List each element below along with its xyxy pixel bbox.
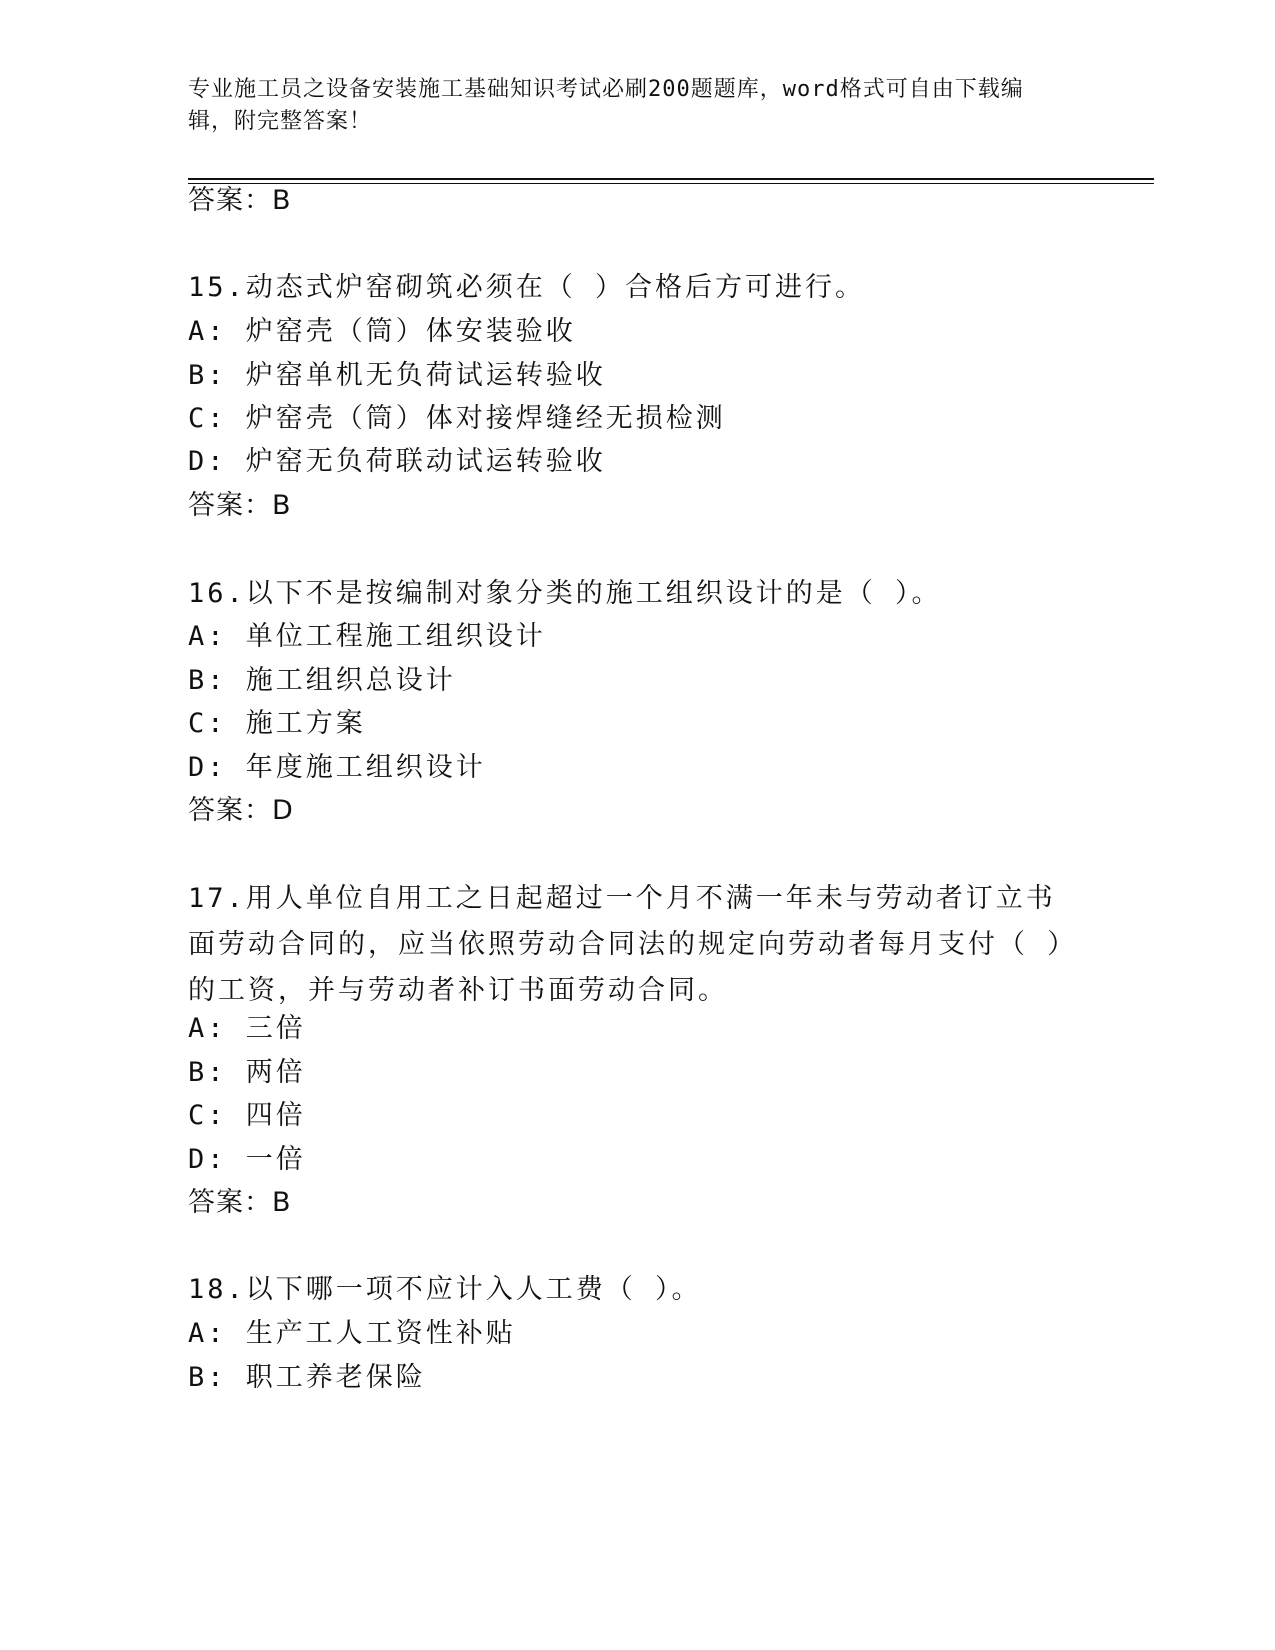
question-16-stem: 16.以下不是按编制对象分类的施工组织设计的是（ ）。 bbox=[188, 578, 942, 609]
answer-label: 答案： bbox=[188, 490, 272, 521]
document-header: 专业施工员之设备安装施工基础知识考试必刷200题题库，word格式可自由下载编辑，附完整答案！ bbox=[188, 77, 1024, 134]
question-15-stem: 15.动态式炉窑砌筑必须在（ ）合格后方可进行。 bbox=[188, 272, 866, 303]
question-17-option-a: A: 三倍 bbox=[188, 1013, 306, 1044]
header-divider-thick bbox=[188, 178, 1154, 180]
answer-label: 答案： bbox=[188, 185, 272, 216]
answer-label: 答案： bbox=[188, 795, 272, 826]
answer-value: B bbox=[272, 185, 292, 216]
question-17-option-b: B: 两倍 bbox=[188, 1057, 306, 1088]
question-16-option-d: D: 年度施工组织设计 bbox=[188, 752, 486, 783]
answer-label: 答案： bbox=[188, 1187, 272, 1218]
question-16-option-b: B: 施工组织总设计 bbox=[188, 665, 456, 696]
question-16-answer bbox=[188, 791, 294, 831]
question-16-option-a: A: 单位工程施工组织设计 bbox=[188, 621, 546, 652]
question-17-answer bbox=[188, 1183, 292, 1223]
question-15-option-a: A: 炉窑壳（筒）体安装验收 bbox=[188, 316, 576, 347]
question-18-option-b: B: 职工养老保险 bbox=[188, 1362, 426, 1393]
prev-answer bbox=[188, 181, 292, 221]
question-17-option-d: D: 一倍 bbox=[188, 1144, 306, 1175]
question-18-option-a: A: 生产工人工资性补贴 bbox=[188, 1318, 516, 1349]
question-17-stem: 17.用人单位自用工之日起超过一个月不满一年未与劳动者订立书面劳动合同的，应当依照劳动合同法的规定向劳动者每月支付（ ）的工资，并与劳动者补订书面劳动合同。 bbox=[188, 883, 1064, 1006]
answer-value: B bbox=[272, 1187, 292, 1218]
question-18-stem: 18.以下哪一项不应计入人工费（ ）。 bbox=[188, 1274, 702, 1305]
question-15-option-b: B: 炉窑单机无负荷试运转验收 bbox=[188, 360, 606, 391]
question-17-option-c: C: 四倍 bbox=[188, 1100, 306, 1131]
question-15-option-c: C: 炉窑壳（筒）体对接焊缝经无损检测 bbox=[188, 403, 726, 434]
question-16-option-c: C: 施工方案 bbox=[188, 708, 366, 739]
answer-value: D bbox=[272, 795, 294, 826]
question-15-answer bbox=[188, 486, 292, 526]
answer-value: B bbox=[272, 490, 292, 521]
header-divider-thin bbox=[188, 183, 1154, 184]
question-15-option-d: D: 炉窑无负荷联动试运转验收 bbox=[188, 446, 606, 477]
